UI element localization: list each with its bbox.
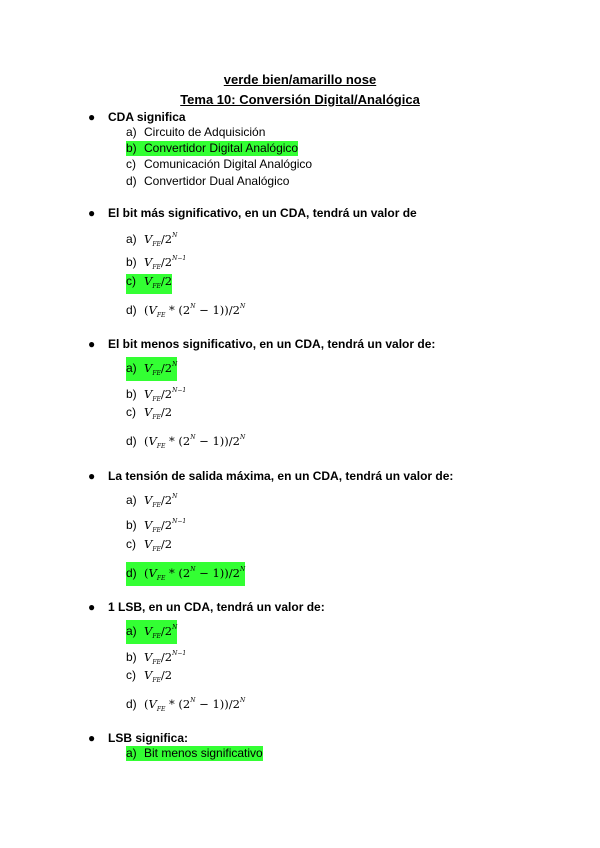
q3-option-d: d) $(V_{FE} * (2^N - 1))/2^N$ (126, 434, 246, 450)
q2-option-d: d) $(V_{FE} * (2^N - 1))/2^N$ (126, 303, 246, 319)
question-6: ● LSB significa: (88, 731, 189, 745)
q2-option-b: b) $V_{FE}/2^{N-1}$ (126, 255, 187, 271)
q1-option-c: c) Comunicación Digital Analógico (126, 157, 313, 171)
q5-option-c: c) $V_{FE}/2$ (126, 668, 173, 684)
question-4: ● La tensión de salida máxima, en un CDA, tendrá un valor de: (88, 469, 454, 483)
question-6-text: LSB significa: (108, 731, 189, 745)
q5-option-a: a) $V_{FE}/2^N$ (126, 620, 177, 644)
bullet: ● (88, 110, 96, 124)
q4-option-d: d) $(V_{FE} * (2^N - 1))/2^N$ (126, 562, 245, 586)
question-1-text: CDA significa (108, 110, 186, 124)
question-1 (88, 110, 186, 124)
q4-option-b: b) $V_{FE}/2^{N-1}$ (126, 518, 187, 534)
q4-option-a: a) $V_{FE}/2^N$ (126, 493, 178, 509)
question-2: ● El bit más significativo, en un CDA, tendrá un valor de (88, 206, 417, 220)
question-4-text: La tensión de salida máxima, en un CDA, tendrá un valor de: (108, 469, 454, 483)
doc-subtitle: Tema 10: Conversión Digital/Analógica (180, 92, 420, 107)
question-5-text: 1 LSB, en un CDA, tendrá un valor de: (108, 600, 325, 614)
q6-option-a: a) Bit menos significativo (126, 746, 263, 760)
q3-option-c: c) $V_{FE}/2$ (126, 405, 173, 421)
q1-option-a: a) Circuito de Adquisición (126, 125, 266, 139)
q1-option-d: d) Convertidor Dual Analógico (126, 174, 290, 188)
question-3: ● El bit menos significativo, en un CDA, tendrá un valor de: (88, 337, 436, 351)
question-5: ● 1 LSB, en un CDA, tendrá un valor de: (88, 600, 325, 614)
doc-title: verde bien/amarillo nose (223, 72, 377, 87)
q3-option-a: a) $V_{FE}/2^N$ (126, 357, 177, 381)
q5-option-b: b) $V_{FE}/2^{N-1}$ (126, 650, 187, 666)
q2-option-c: c) $V_{FE}/2$ (126, 274, 172, 294)
q4-option-c: c) $V_{FE}/2$ (126, 537, 173, 553)
q2-option-a: a) $V_{FE}/2^N$ (126, 232, 178, 248)
q1-option-b: b) Convertidor Digital Analógico (126, 141, 299, 155)
question-2-text: El bit más significativo, en un CDA, tendrá un valor de (108, 206, 417, 220)
q5-option-d: d) $(V_{FE} * (2^N - 1))/2^N$ (126, 697, 246, 713)
question-3-text: El bit menos significativo, en un CDA, tendrá un valor de: (108, 337, 436, 351)
q3-option-b: b) $V_{FE}/2^{N-1}$ (126, 387, 187, 403)
